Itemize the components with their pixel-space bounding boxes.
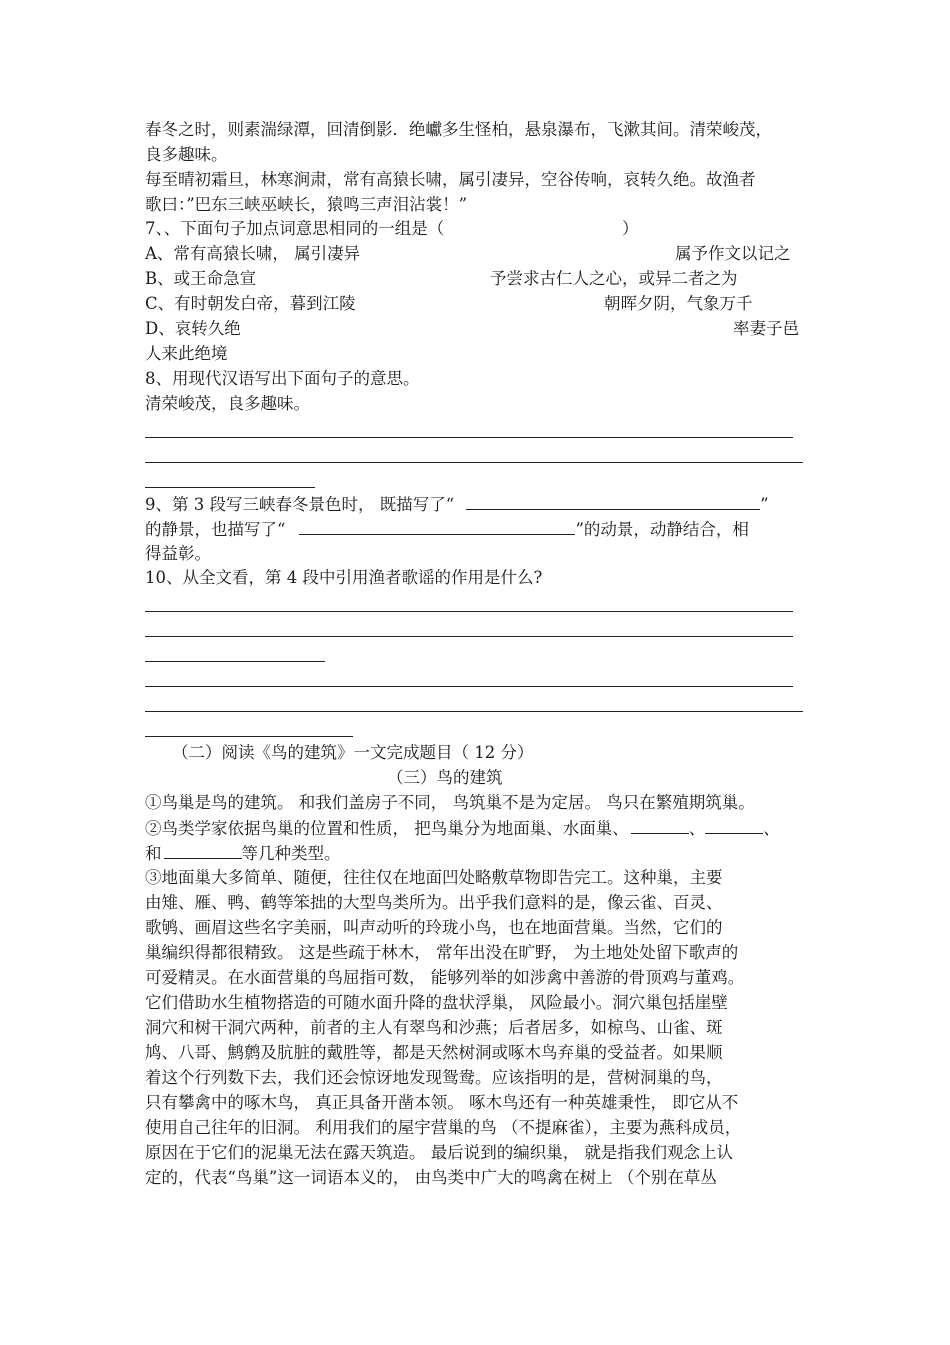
question-9-text: 的静景，也描写了“ <box>145 520 286 539</box>
article-paragraph-3-line: 由雉、雁、鸭、鹤等笨拙的大型鸟类所为。出乎我们意料的是，像云雀、百灵、 <box>145 893 723 912</box>
paragraph-text: 和 <box>145 844 162 863</box>
answer-line[interactable] <box>145 611 793 612</box>
article-paragraph-2-cont <box>145 842 341 865</box>
question-9-text: 9、第 3 段写三峡春冬景色时， 既描写了“ <box>145 495 455 514</box>
question-9-line2 <box>145 518 749 541</box>
article-paragraph-3-line: 歌鸲、画眉这些名字美丽，叫声动听的玲珑小鸟，也在地面营巢。当然，它们的 <box>145 918 723 937</box>
article-paragraph-3-line: 使用自己往年的旧洞。 利用我们的屋宇营巢的鸟 （不提麻雀），主要为燕科成员， <box>145 1118 742 1137</box>
option-d-left: D、哀转久绝 <box>145 319 241 338</box>
question-8-sentence: 清荣峻茂，良多趣味。 <box>145 394 310 413</box>
passage-line: 每至晴初霜旦，林寒涧肃，常有高猿长啸，属引凄异，空谷传响，哀转久绝。故渔者 <box>145 170 756 189</box>
separator: 、 <box>763 819 780 838</box>
article-paragraph-3-line: 鸠、八哥、鹪鹩及肮脏的戴胜等，都是天然树洞或啄木鸟弃巢的受益者。如果顺 <box>145 1043 723 1062</box>
option-d-continuation: 人来此绝境 <box>145 344 228 363</box>
passage-line: 歌曰：”巴东三峡巫峡长，猿鸣三声泪沾裳！” <box>145 195 468 214</box>
article-paragraph-3-line: ③地面巢大多简单、随便，往往仅在地面凹处略敷草物即告完工。这种巢，主要 <box>145 868 723 887</box>
paragraph-text: ②鸟类学家依据鸟巢的位置和性质， 把鸟巢分为地面巢、水面巢、 <box>145 819 629 838</box>
option-c-right: 朝晖夕阴，气象万千 <box>604 294 753 313</box>
article-paragraph-3-line: 它们借助水生植物搭造的可随水面升降的盘状浮巢， 风险最小。洞穴巢包括崖壁 <box>145 993 728 1012</box>
question-7-stem: 7、、下面句子加点词意思相同的一组是（ <box>145 219 445 238</box>
answer-line[interactable] <box>145 462 803 463</box>
paragraph-text: 等几种类型。 <box>241 844 341 863</box>
article-paragraph-3-line: 巢编织得都很精致。 这是些疏于林木， 常年出没在旷野， 为土地处处留下歌声的 <box>145 943 739 962</box>
article-paragraph-3-line: 只有攀禽中的啄木鸟， 真正具备开凿本领。 啄木鸟还有一种英雄秉性， 即它从不 <box>145 1093 739 1112</box>
article-paragraph-2 <box>145 817 780 840</box>
article-paragraph-3-line: 着这个行列数下去，我们还会惊讶地发现鸳鸯。应该指明的是，营树洞巢的鸟， <box>145 1068 723 1087</box>
question-7-close-paren: ） <box>622 219 639 238</box>
article-paragraph-3-line: 可爱精灵。在水面营巢的鸟屈指可数， 能够列举的如涉禽中善游的骨顶鸡与董鸡。 <box>145 968 745 987</box>
article-paragraph-1: ①鸟巢是鸟的建筑。 和我们盖房子不同， 鸟筑巢不是为定居。 鸟只在繁殖期筑巢。 <box>145 793 755 812</box>
answer-line[interactable] <box>145 437 793 438</box>
option-a-right: 属予作文以记之 <box>675 244 791 263</box>
answer-line[interactable] <box>145 686 793 687</box>
question-9-line1 <box>145 493 769 516</box>
answer-line[interactable] <box>145 711 803 712</box>
separator: 、 <box>688 819 706 838</box>
answer-blank[interactable] <box>631 817 689 834</box>
answer-line[interactable] <box>145 736 353 737</box>
question-9-line3: 得益彰。 <box>145 544 211 563</box>
option-b-right: 予尝求古仁人之心，或异二者之为 <box>490 269 738 288</box>
answer-blank[interactable] <box>299 518 575 535</box>
answer-blank[interactable] <box>705 817 763 834</box>
question-8-stem: 8、用现代汉语写出下面句子的意思。 <box>145 369 420 388</box>
article-title: （三）鸟的建筑 <box>387 768 503 787</box>
answer-line[interactable] <box>145 487 315 488</box>
passage-line: 春冬之时，则素湍绿潭，回清倒影．绝巘多生怪柏，悬泉瀑布，飞漱其间。清荣峻茂， <box>145 120 772 139</box>
question-9-text: ”的动景，动静结合，相 <box>575 520 749 539</box>
passage-line: 良多趣味。 <box>145 145 228 164</box>
article-paragraph-3-line: 原因在于它们的泥巢无法在露天筑造。 最后说到的编织巢， 就是指我们观念上认 <box>145 1143 733 1162</box>
option-c-left: C、有时朝发白帝，暮到江陵 <box>145 294 356 313</box>
option-b-left: B、或王命急宣 <box>145 269 257 288</box>
answer-blank[interactable] <box>164 842 242 859</box>
question-9-quote: ” <box>760 495 769 514</box>
article-paragraph-3-line: 定的，代表“鸟巢”这一词语本义的， 由鸟类中广大的鸣禽在树上 （个别在草丛 <box>145 1168 717 1187</box>
question-10-stem: 10、从全文看，第 4 段中引用渔者歌谣的作用是什么? <box>145 568 543 587</box>
option-d-right: 率妻子邑 <box>733 319 799 338</box>
answer-blank[interactable] <box>466 493 760 510</box>
option-a-left: A、常有高猿长啸， 属引凄异 <box>145 244 361 263</box>
section-heading: （二）阅读《鸟的建筑》一文完成题目（ 12 分） <box>172 743 534 762</box>
answer-line[interactable] <box>145 661 325 662</box>
article-paragraph-3-line: 洞穴和树干洞穴两种，前者的主人有翠鸟和沙燕；后者居多，如椋鸟、山雀、斑 <box>145 1018 723 1037</box>
answer-line[interactable] <box>145 636 793 637</box>
